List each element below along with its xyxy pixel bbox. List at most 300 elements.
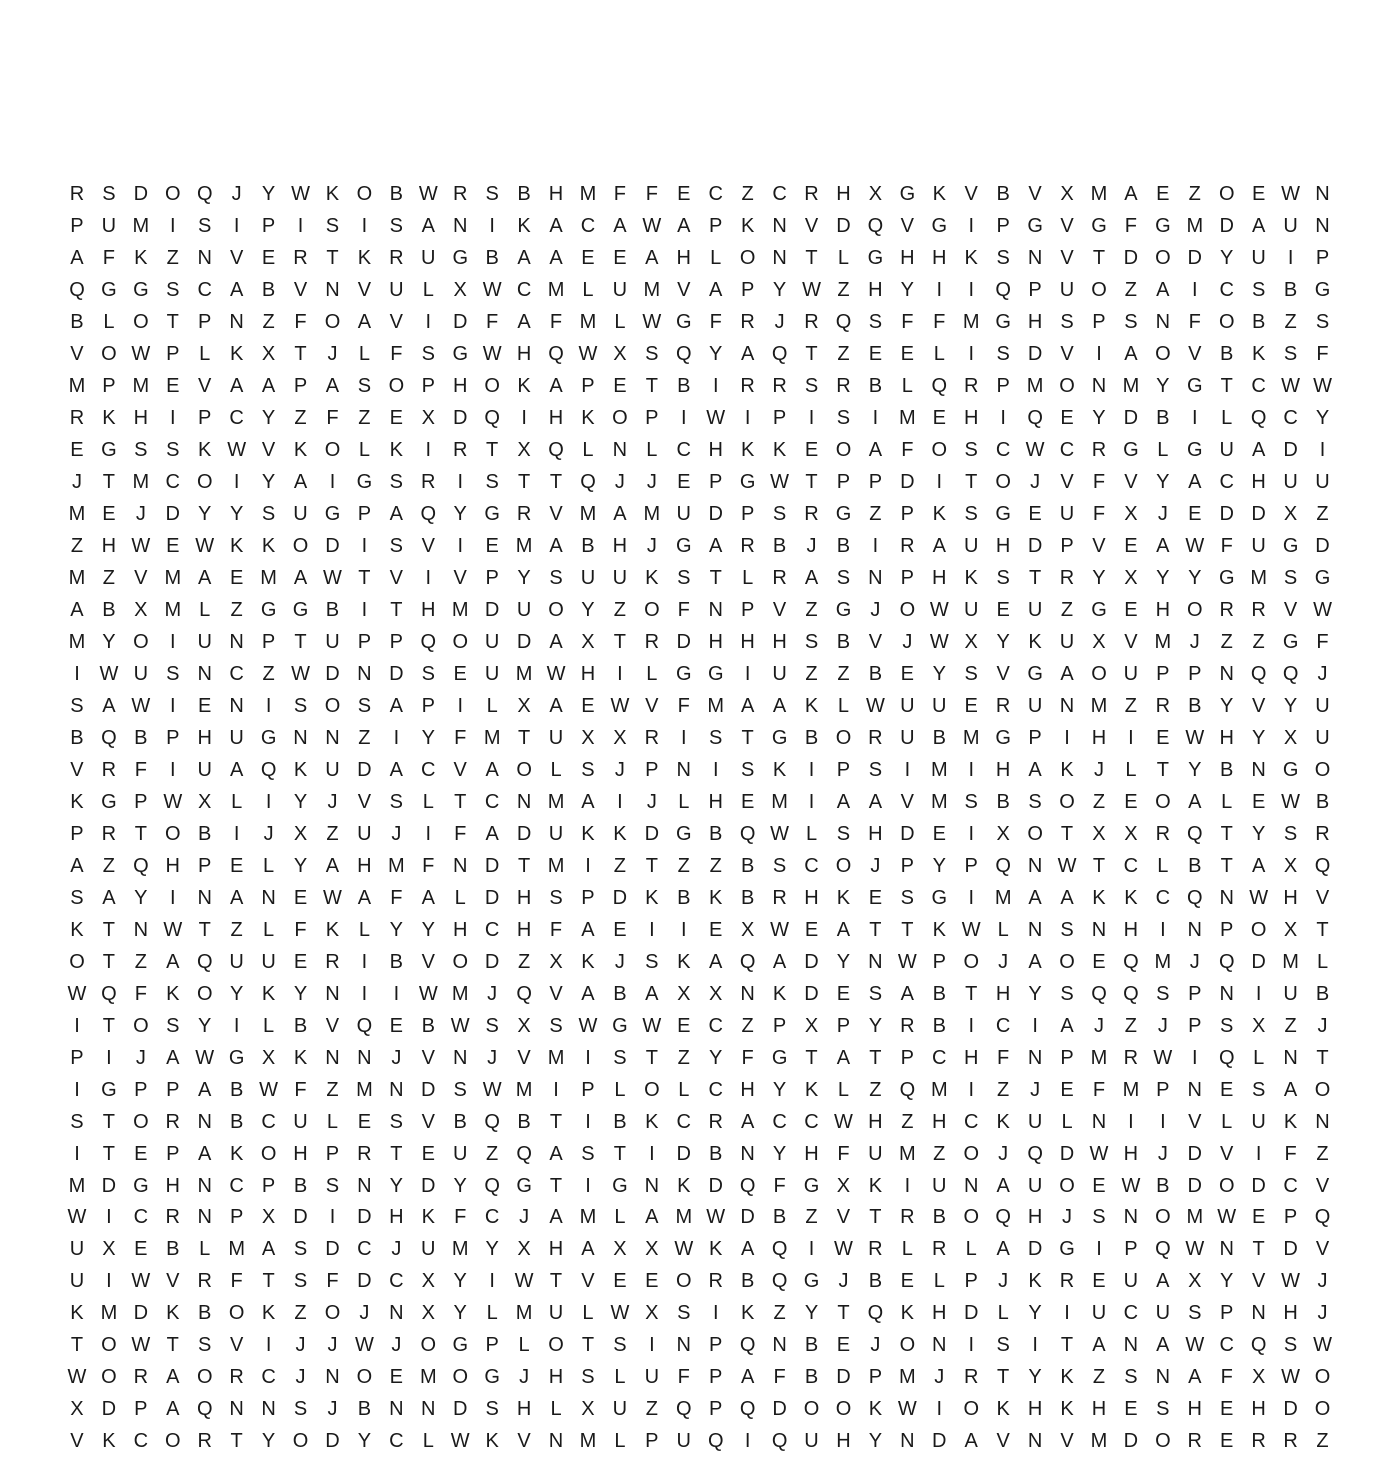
- grid-letter: B: [421, 1014, 435, 1037]
- grid-letter: O: [324, 694, 341, 717]
- grid-letter: V: [1188, 1110, 1202, 1133]
- grid-letter: D: [1283, 1238, 1298, 1261]
- grid-letter: S: [102, 183, 116, 206]
- grid-letter: Z: [1092, 790, 1106, 813]
- grid-letter: I: [425, 439, 432, 462]
- grid-letter: H: [165, 854, 180, 877]
- grid-letter: Q: [1218, 950, 1235, 973]
- grid-letter: H: [1091, 726, 1107, 749]
- grid-letter: N: [1251, 758, 1266, 781]
- grid-letter: E: [740, 790, 755, 813]
- grid-letter: N: [708, 599, 723, 622]
- grid-letter: Z: [1316, 503, 1329, 526]
- grid-letter: P: [996, 215, 1010, 238]
- grid-letter: G: [101, 790, 117, 813]
- grid-letter: U: [932, 694, 947, 717]
- grid-letter: V: [1060, 1430, 1074, 1453]
- grid-letter: N: [1315, 215, 1330, 238]
- grid-letter: N: [389, 1078, 404, 1101]
- grid-letter: N: [389, 1302, 404, 1325]
- grid-letter: I: [1064, 726, 1070, 749]
- grid-letter: P: [389, 631, 404, 654]
- grid-letter: X: [1283, 503, 1298, 526]
- grid-letter: W: [610, 694, 630, 717]
- grid-letter: P: [293, 375, 308, 398]
- grid-letter: I: [968, 279, 974, 302]
- grid-letter: J: [1062, 1206, 1073, 1229]
- grid-letter: A: [70, 854, 84, 877]
- grid-letter: K: [229, 343, 244, 366]
- grid-letter: O: [835, 1398, 852, 1421]
- grid-letter: B: [996, 183, 1010, 206]
- grid-letter: E: [996, 599, 1010, 622]
- grid-letter: V: [1188, 343, 1202, 366]
- grid-letter: F: [933, 311, 946, 334]
- grid-letter: O: [1314, 1398, 1331, 1421]
- grid-letter: F: [1092, 503, 1106, 526]
- grid-letter: C: [389, 1270, 404, 1293]
- grid-letter: U: [421, 247, 436, 270]
- grid-row-12: [61, 531, 1339, 563]
- grid-letter: G: [835, 599, 852, 622]
- grid-letter: K: [102, 1430, 116, 1453]
- grid-letter: B: [804, 726, 819, 749]
- grid-letter: I: [808, 407, 815, 430]
- grid-letter: E: [389, 1014, 404, 1037]
- grid-letter: Y: [996, 631, 1010, 654]
- grid-letter: L: [742, 567, 754, 590]
- grid-letter: F: [102, 247, 116, 270]
- grid-letter: B: [198, 822, 212, 845]
- grid-letter: T: [805, 471, 818, 494]
- grid-letter: X: [261, 1046, 276, 1069]
- grid-letter: H: [740, 631, 755, 654]
- grid-letter: P: [836, 758, 851, 781]
- grid-letter: S: [421, 343, 435, 366]
- grid-letter: R: [1091, 439, 1107, 462]
- grid-letter: X: [740, 918, 755, 941]
- grid-letter: Y: [1220, 694, 1234, 717]
- grid-letter: W: [514, 1270, 534, 1293]
- grid-letter: O: [165, 183, 181, 206]
- grid-letter: R: [1059, 1270, 1075, 1293]
- grid-letter: I: [872, 407, 879, 430]
- grid-letter: B: [1156, 407, 1170, 430]
- grid-letter: I: [968, 886, 974, 909]
- grid-letter: C: [1219, 471, 1234, 494]
- grid-letter: I: [585, 1046, 591, 1069]
- grid-letter: W: [1281, 375, 1301, 398]
- grid-letter: T: [1316, 918, 1329, 941]
- grid-letter: N: [676, 1334, 691, 1357]
- grid-letter: W: [323, 886, 342, 909]
- grid-letter: P: [421, 694, 435, 717]
- grid-letter: I: [712, 375, 719, 398]
- grid-letter: Z: [901, 1110, 914, 1133]
- grid-letter: H: [1091, 1398, 1107, 1421]
- grid-letter: D: [1123, 247, 1139, 270]
- grid-letter: V: [1124, 471, 1138, 494]
- grid-letter: K: [1060, 1398, 1074, 1421]
- grid-letter: D: [836, 1366, 851, 1389]
- grid-letter: N: [1251, 1302, 1266, 1325]
- grid-letter: S: [836, 822, 851, 845]
- grid-letter: J: [870, 599, 881, 622]
- grid-letter: Y: [453, 1302, 467, 1325]
- grid-letter: Q: [771, 1270, 788, 1293]
- grid-letter: I: [712, 758, 719, 781]
- grid-letter: S: [70, 694, 84, 717]
- grid-letter: E: [868, 886, 883, 909]
- grid-letter: A: [1124, 343, 1138, 366]
- grid-letter: T: [869, 918, 882, 941]
- grid-letter: C: [1219, 279, 1234, 302]
- grid-letter: J: [774, 311, 785, 334]
- grid-letter: V: [70, 758, 84, 781]
- grid-letter: K: [900, 1302, 915, 1325]
- grid-letter: L: [582, 439, 594, 462]
- grid-letter: U: [1027, 599, 1043, 622]
- grid-letter: R: [868, 726, 883, 749]
- grid-row-13: [61, 563, 1339, 595]
- grid-letter: X: [453, 279, 467, 302]
- grid-letter: M: [388, 854, 405, 877]
- grid-letter: S: [804, 631, 819, 654]
- grid-letter: N: [1283, 1046, 1298, 1069]
- grid-letter: C: [133, 1430, 149, 1453]
- grid-letter: K: [1060, 758, 1074, 781]
- grid-letter: S: [198, 215, 212, 238]
- grid-letter: A: [166, 950, 180, 973]
- grid-letter: G: [452, 247, 468, 270]
- grid-letter: O: [1059, 790, 1075, 813]
- grid-letter: D: [963, 1302, 979, 1325]
- grid-letter: T: [1092, 247, 1106, 270]
- grid-letter: C: [357, 1238, 372, 1261]
- grid-letter: S: [1283, 567, 1298, 590]
- grid-letter: B: [357, 1398, 372, 1421]
- grid-letter: V: [1251, 1270, 1266, 1293]
- grid-letter: T: [1028, 567, 1042, 590]
- grid-letter: M: [515, 1078, 533, 1101]
- grid-letter: R: [421, 471, 436, 494]
- grid-letter: O: [1027, 822, 1043, 845]
- grid-letter: E: [613, 375, 627, 398]
- grid-letter: W: [1185, 1238, 1205, 1261]
- grid-letter: O: [133, 1110, 149, 1133]
- grid-letter: I: [170, 758, 176, 781]
- grid-letter: L: [710, 247, 722, 270]
- grid-letter: I: [808, 1238, 815, 1261]
- grid-letter: I: [1096, 1238, 1102, 1261]
- grid-letter: X: [1060, 183, 1074, 206]
- grid-letter: Z: [613, 854, 627, 877]
- grid-letter: X: [804, 1014, 819, 1037]
- grid-letter: Y: [1156, 375, 1170, 398]
- grid-letter: U: [1027, 694, 1043, 717]
- grid-letter: D: [357, 758, 372, 781]
- grid-letter: N: [229, 694, 244, 717]
- grid-letter: K: [964, 247, 978, 270]
- grid-letter: K: [1124, 886, 1138, 909]
- grid-letter: L: [901, 375, 913, 398]
- grid-letter: Z: [134, 950, 147, 973]
- grid-letter: K: [1028, 1270, 1042, 1293]
- grid-letter: S: [740, 758, 755, 781]
- grid-letter: Q: [1250, 407, 1267, 430]
- grid-letter: P: [1028, 279, 1042, 302]
- grid-letter: X: [70, 1398, 84, 1421]
- grid-letter: U: [548, 822, 564, 845]
- grid-letter: S: [1283, 822, 1298, 845]
- grid-letter: K: [740, 215, 755, 238]
- grid-letter: S: [198, 1334, 212, 1357]
- grid-letter: I: [649, 1334, 655, 1357]
- grid-letter: L: [358, 918, 370, 941]
- grid-letter: P: [1220, 1302, 1234, 1325]
- grid-letter: J: [327, 1334, 338, 1357]
- grid-letter: S: [166, 663, 180, 686]
- grid-letter: S: [1283, 343, 1298, 366]
- grid-letter: Y: [293, 982, 308, 1005]
- grid-letter: M: [899, 1142, 916, 1165]
- grid-letter: U: [197, 758, 212, 781]
- grid-letter: Q: [548, 343, 564, 366]
- grid-letter: Z: [358, 407, 371, 430]
- grid-letter: G: [803, 1174, 820, 1197]
- grid-letter: P: [645, 758, 659, 781]
- grid-letter: Q: [196, 950, 213, 973]
- grid-letter: V: [229, 1334, 244, 1357]
- grid-letter: C: [580, 215, 596, 238]
- grid-letter: P: [645, 1430, 659, 1453]
- grid-letter: K: [293, 758, 308, 781]
- grid-letter: U: [1315, 694, 1330, 717]
- grid-letter: V: [549, 982, 563, 1005]
- grid-letter: Q: [739, 1398, 756, 1421]
- grid-letter: W: [1153, 1046, 1173, 1069]
- grid-letter: H: [868, 1110, 883, 1133]
- grid-letter: O: [739, 247, 756, 270]
- grid-letter: E: [645, 1270, 659, 1293]
- grid-letter: S: [613, 1046, 627, 1069]
- grid-letter: W: [482, 1078, 502, 1101]
- grid-letter: D: [1251, 950, 1266, 973]
- grid-letter: G: [739, 471, 756, 494]
- grid-letter: I: [106, 1206, 112, 1229]
- grid-letter: F: [454, 726, 467, 749]
- grid-letter: B: [517, 183, 531, 206]
- grid-letter: M: [515, 535, 533, 558]
- grid-letter: U: [1027, 1174, 1043, 1197]
- grid-letter: A: [1251, 215, 1266, 238]
- grid-letter: C: [229, 1174, 244, 1197]
- grid-letter: E: [389, 407, 404, 430]
- grid-letter: X: [293, 822, 308, 845]
- grid-letter: Q: [196, 1398, 213, 1421]
- grid-letter: B: [325, 599, 340, 622]
- grid-letter: A: [549, 631, 563, 654]
- grid-letter: W: [1185, 726, 1205, 749]
- grid-letter: Q: [676, 343, 692, 366]
- grid-letter: P: [709, 1398, 723, 1421]
- grid-letter: M: [707, 694, 725, 717]
- grid-letter: B: [677, 375, 691, 398]
- grid-letter: Y: [229, 503, 244, 526]
- grid-letter: S: [1188, 1302, 1202, 1325]
- grid-letter: Q: [356, 1014, 373, 1037]
- grid-letter: I: [457, 694, 463, 717]
- grid-letter: X: [613, 1238, 627, 1261]
- grid-letter: C: [772, 183, 787, 206]
- grid-letter: U: [1283, 982, 1298, 1005]
- grid-letter: Q: [420, 631, 437, 654]
- grid-letter: C: [229, 663, 244, 686]
- grid-letter: S: [996, 567, 1010, 590]
- grid-letter: U: [516, 599, 532, 622]
- grid-letter: Z: [709, 854, 722, 877]
- grid-letter: M: [1122, 375, 1140, 398]
- grid-letter: M: [547, 1046, 565, 1069]
- grid-row-4: [61, 275, 1339, 307]
- grid-letter: S: [293, 1238, 308, 1261]
- grid-letter: F: [326, 407, 339, 430]
- grid-letter: A: [740, 694, 755, 717]
- grid-letter: P: [772, 407, 787, 430]
- grid-letter: U: [1251, 247, 1266, 270]
- grid-letter: O: [1155, 790, 1171, 813]
- grid-letter: B: [293, 1014, 308, 1037]
- grid-letter: A: [581, 982, 595, 1005]
- grid-letter: P: [581, 375, 595, 398]
- grid-letter: V: [134, 567, 148, 590]
- grid-letter: L: [1061, 1110, 1073, 1133]
- grid-letter: A: [485, 758, 499, 781]
- grid-letter: O: [835, 854, 852, 877]
- grid-letter: Q: [1091, 982, 1107, 1005]
- grid-letter: V: [70, 343, 84, 366]
- grid-letter: I: [74, 1142, 80, 1165]
- grid-letter: O: [963, 950, 979, 973]
- grid-letter: S: [1060, 918, 1074, 941]
- grid-letter: V: [261, 439, 276, 462]
- grid-letter: O: [292, 1430, 309, 1453]
- grid-letter: P: [166, 343, 180, 366]
- grid-letter: N: [1027, 918, 1043, 941]
- grid-letter: D: [1059, 1142, 1075, 1165]
- grid-letter: A: [198, 1078, 212, 1101]
- grid-letter: P: [1220, 918, 1234, 941]
- grid-letter: A: [1156, 1334, 1170, 1357]
- grid-letter: T: [1220, 854, 1233, 877]
- grid-letter: S: [293, 1270, 308, 1293]
- grid-letter: L: [422, 1430, 434, 1453]
- grid-letter: Q: [739, 1334, 756, 1357]
- grid-letter: P: [261, 1174, 276, 1197]
- grid-letter: G: [356, 471, 373, 494]
- grid-letter: P: [740, 279, 755, 302]
- grid-letter: A: [645, 1206, 659, 1229]
- grid-letter: K: [772, 439, 787, 462]
- grid-letter: T: [709, 567, 722, 590]
- grid-letter: O: [165, 822, 181, 845]
- grid-letter: Y: [868, 1014, 883, 1037]
- grid-letter: T: [102, 1110, 116, 1133]
- grid-letter: B: [868, 663, 883, 686]
- grid-letter: Y: [1283, 694, 1298, 717]
- grid-letter: C: [995, 1014, 1011, 1037]
- grid-letter: M: [356, 1078, 373, 1101]
- grid-letter: C: [484, 918, 500, 941]
- grid-letter: W: [1313, 599, 1332, 622]
- grid-letter: A: [549, 1206, 563, 1229]
- grid-letter: V: [1060, 471, 1074, 494]
- grid-letter: I: [904, 758, 911, 781]
- grid-letter: U: [357, 822, 372, 845]
- grid-letter: R: [740, 375, 755, 398]
- grid-letter: C: [389, 1430, 404, 1453]
- grid-letter: W: [131, 1334, 151, 1357]
- grid-letter: X: [581, 726, 595, 749]
- grid-letter: Q: [1218, 1046, 1235, 1069]
- grid-letter: M: [994, 886, 1012, 909]
- grid-letter: R: [644, 631, 660, 654]
- grid-letter: O: [388, 375, 405, 398]
- grid-row-25: [61, 946, 1339, 978]
- grid-letter: X: [1251, 1014, 1266, 1037]
- grid-letter: K: [645, 1110, 659, 1133]
- grid-letter: M: [68, 503, 86, 526]
- grid-letter: Q: [676, 1398, 692, 1421]
- grid-letter: O: [228, 1302, 245, 1325]
- grid-letter: Y: [772, 1142, 787, 1165]
- grid-letter: X: [198, 790, 212, 813]
- grid-letter: P: [261, 215, 276, 238]
- grid-letter: R: [804, 183, 819, 206]
- grid-letter: A: [804, 567, 819, 590]
- grid-letter: C: [995, 439, 1011, 462]
- grid-letter: H: [932, 1302, 947, 1325]
- grid-letter: T: [486, 439, 499, 462]
- grid-letter: K: [70, 1302, 84, 1325]
- grid-letter: T: [965, 982, 978, 1005]
- grid-letter: U: [1251, 535, 1266, 558]
- grid-letter: U: [804, 1430, 819, 1453]
- grid-letter: H: [1283, 1302, 1298, 1325]
- grid-letter: M: [419, 1366, 437, 1389]
- grid-letter: W: [354, 1334, 374, 1357]
- grid-letter: O: [963, 1398, 979, 1421]
- grid-letter: Y: [1028, 982, 1042, 1005]
- grid-letter: C: [708, 183, 723, 206]
- grid-letter: A: [70, 247, 84, 270]
- grid-letter: I: [233, 471, 240, 494]
- grid-letter: A: [1028, 886, 1042, 909]
- grid-letter: A: [1188, 1366, 1202, 1389]
- grid-letter: S: [166, 1014, 180, 1037]
- grid-letter: W: [67, 982, 87, 1005]
- grid-letter: H: [612, 535, 628, 558]
- grid-letter: W: [674, 1238, 694, 1261]
- grid-letter: I: [106, 1270, 112, 1293]
- grid-letter: K: [932, 503, 946, 526]
- grid-letter: I: [1000, 407, 1006, 430]
- grid-letter: L: [837, 1078, 850, 1101]
- grid-letter: N: [1219, 663, 1234, 686]
- grid-row-17: [61, 691, 1339, 723]
- grid-letter: G: [260, 726, 277, 749]
- grid-letter: N: [644, 1174, 660, 1197]
